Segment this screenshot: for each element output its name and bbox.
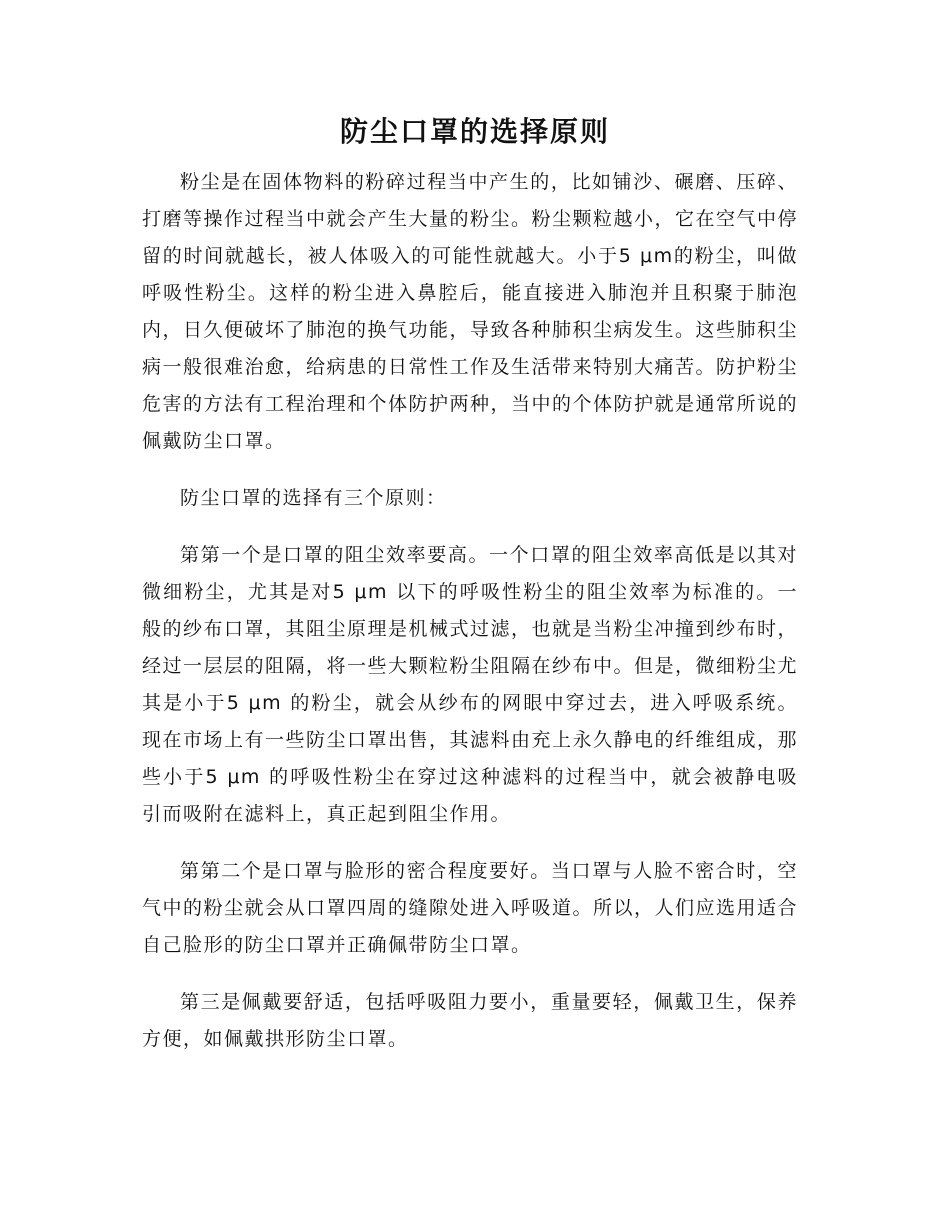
paragraph-principle-3: 第三是佩戴要舒适，包括呼吸阻力要小，重量要轻，佩戴卫生，保养方便，如佩戴拱形防尘口罩。 — [142, 991, 798, 1050]
document-body — [142, 164, 798, 1078]
paragraph-principle-2: 第第二个是口罩与脸形的密合程度要好。当口罩与人脸不密合时，空气中的粉尘就会从口罩四周的缝隙处进入呼吸道。所以，人们应选用适合自己脸形的防尘口罩并正确佩带防尘口罩。 — [142, 860, 799, 956]
paragraph-principles-heading: 防尘口罩的选择有三个原则： — [180, 487, 447, 509]
document-title: 防尘口罩的选择原则 — [339, 115, 610, 148]
paragraph-intro: 粉尘是在固体物料的粉碎过程当中产生的，比如铺沙、碾磨、压碎、打磨等操作过程当中就会产生大量的粉尘。粉尘颗粒越小，它在空气中停留的时间就越长，被人体吸入的可能性就越大。小于5 μm的粉尘，叫做呼吸性粉尘。这样的粉尘进入鼻腔后，能直接进入肺泡并且积聚于肺泡内，日久便破坏了肺泡的换气功能，导致各种肺积尘病发生。这些肺积尘病一般很难治愈，给病患的日常性工作及生活带来特别大痛苦。防护粉尘危害的方法有工程治理和个体防护两种，当中的个体防护就是通常所说的佩戴防尘口罩。 — [142, 171, 799, 452]
paragraph-principle-1: 第第一个是口罩的阻尘效率要高。一个口罩的阻尘效率高低是以其对微细粉尘，尤其是对5 μm 以下的呼吸性粉尘的阻尘效率为标准的。一般的纱布口罩，其阻尘原理是机械式过滤，也就是当粉尘冲撞到纱布时，经过一层层的阻隔，将一些大颗粒粉尘阻隔在纱布中。但是，微细粉尘尤其是小于5 μm 的粉尘，就会从纱布的网眼中穿过去，进入呼吸系统。现在市场上有一些防尘口罩出售，其滤料由充上永久静电的纤维组成，那些小于5 μm 的呼吸性粉尘在穿过这种滤料的过程当中，就会被静电吸引而吸附在滤料上，真正起到阻尘作用。 — [142, 544, 799, 825]
